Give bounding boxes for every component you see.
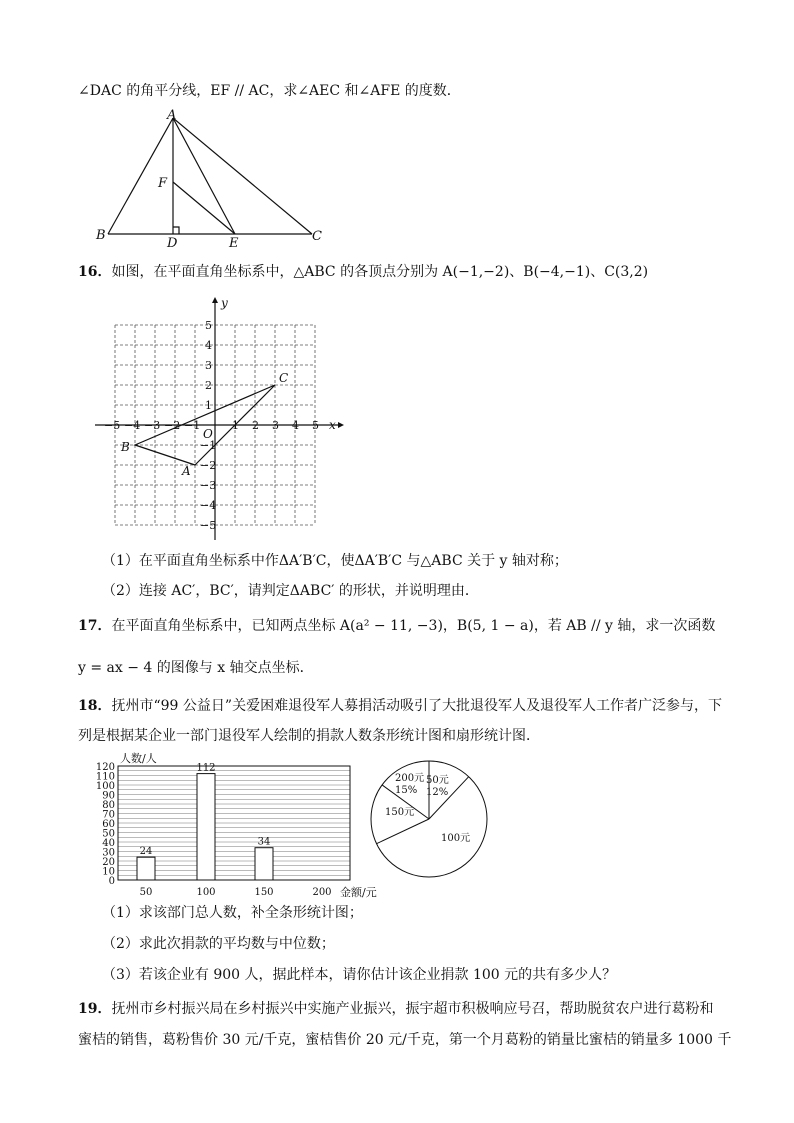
q18-line1	[78, 696, 722, 716]
bar-data-label: 24	[139, 846, 153, 858]
x-tick-label: 100	[196, 887, 216, 898]
y-tick-label: 100	[95, 781, 115, 792]
y-tick-label: −5	[200, 519, 217, 532]
y-tick-label: 4	[205, 339, 212, 352]
y-tick-label: 1	[205, 399, 212, 412]
x-tick-label: 4	[292, 419, 299, 432]
bar-data-label: 112	[196, 762, 216, 774]
q17-line2: y = ax − 4 的图像与 x 轴交点坐标．	[78, 660, 314, 676]
x-tick-label: −1	[184, 419, 201, 432]
y-tick-label: 30	[102, 847, 115, 859]
q15-triangle-figure	[90, 108, 330, 251]
q18-bar-chart	[88, 750, 377, 900]
y-axis-label: y	[221, 296, 228, 310]
q19-line2: 蜜桔的销售，葛粉售价 30 元/千克，蜜桔售价 20 元/千克，第一个月葛粉的销量比蜜桔的销量多 1000 千	[78, 1032, 732, 1048]
x-tick-label: 2	[252, 419, 259, 432]
q18-pie-chart	[368, 758, 490, 880]
x-tick-label: 3	[272, 419, 279, 432]
q15-text: ∠DAC 的角平分线，EF // AC，求∠AEC 和∠AFE 的度数．	[78, 83, 461, 99]
label-f: F	[158, 176, 168, 191]
y-tick-label: 5	[205, 319, 212, 332]
q18-sub2: （2）求此次捐款的平均数与中位数；	[102, 936, 335, 952]
x-tick-label: 50	[139, 887, 153, 898]
pie-percent-200元: 15%	[395, 785, 418, 796]
y-tick-label: 10	[102, 866, 115, 878]
y-axis-arrow	[212, 297, 218, 303]
q16-number: 16．	[78, 264, 112, 280]
label-e: E	[229, 236, 239, 251]
q16-sub1: （1）在平面直角坐标系中作ΔA′B′C，使ΔA′B′C 与△ABC 关于 y 轴对称；	[102, 553, 568, 569]
bar-150	[255, 848, 273, 880]
x-tick-label: −5	[104, 419, 121, 432]
q18-line2: 列是根据某企业一部门退役军人绘制的捐款人数条形统计图和扇形统计图．	[78, 728, 540, 744]
x-tick-label: 200	[312, 887, 332, 898]
y-tick-label: 20	[102, 857, 115, 868]
bisector-ae	[173, 118, 235, 234]
side-ac	[173, 118, 312, 234]
q17-line1-text: 在平面直角坐标系中，已知两点坐标 A(a² − 11, −3)，B(5, 1 − a)，若 AB // y 轴，求一次函数	[111, 618, 716, 634]
label-d: D	[167, 236, 178, 251]
y-tick-label: 2	[205, 379, 212, 392]
y-tick-label: 120	[95, 762, 115, 773]
y-tick-label: −1	[200, 439, 217, 452]
label-b: B	[96, 228, 106, 243]
segment-fe	[173, 182, 235, 234]
y-tick-label: 60	[102, 819, 115, 830]
q19-line1-text: 抚州市乡村振兴局在乡村振兴中实施产业振兴，振宇超市积极响应号召，帮助脱贫农户进行葛粉和	[111, 1001, 714, 1017]
x-axis-label: x	[329, 418, 336, 432]
q18-line1-text: 抚州市“99 公益日”关爱困难退役军人募捐活动吸引了大批退役军人及退役军人工作者广泛参与，下	[111, 698, 723, 714]
bar-100	[197, 774, 215, 880]
pie-label-150元: 150元	[385, 807, 415, 818]
y-tick-label: −4	[200, 499, 217, 512]
q16-coordinate-plane	[90, 295, 350, 545]
y-tick-label: 3	[205, 359, 212, 372]
pie-label-200元: 200元	[395, 773, 425, 784]
label-a: A	[167, 108, 177, 123]
right-angle-mark	[173, 227, 179, 234]
x-tick-label: −3	[144, 419, 161, 432]
y-tick-label: −3	[200, 479, 217, 492]
x-tick-label: 150	[254, 887, 274, 898]
bar-x-axis-label: 金额/元	[340, 886, 377, 899]
x-axis-arrow	[338, 422, 344, 428]
y-tick-label: 0	[108, 876, 115, 887]
q16-stem-text: 如图，在平面直角坐标系中，△ABC 的各顶点分别为 A(−1,−2)、B(−4,−1)、C(3,2)	[111, 264, 649, 280]
y-tick-label: −2	[200, 459, 217, 472]
vertex-label-a: A	[182, 464, 191, 478]
pie-label-100元: 100元	[441, 833, 471, 844]
q18-sub3: （3）若该企业有 900 人，据此样本，请你估计该企业捐款 100 元的共有多少人？	[102, 967, 617, 983]
y-tick-label: 80	[102, 800, 115, 811]
origin-label: O	[203, 427, 213, 441]
x-tick-label: 5	[312, 419, 319, 432]
x-tick-label: −4	[124, 419, 141, 432]
y-tick-label: 50	[102, 828, 115, 840]
q17-line1	[78, 616, 715, 636]
x-tick-label: 1	[232, 419, 239, 432]
vertex-label-c: C	[279, 371, 289, 385]
q18-sub1: （1）求该部门总人数，补全条形统计图；	[102, 905, 363, 921]
pie-label-50元: 50元	[426, 775, 449, 786]
x-tick-label: −2	[164, 419, 181, 432]
q18-number: 18．	[78, 698, 112, 714]
pie-percent-50元: 12%	[426, 787, 449, 798]
bar-data-label: 34	[257, 836, 271, 848]
y-tick-label: 70	[102, 809, 115, 821]
vertex-label-b: B	[121, 440, 130, 454]
q19-line1	[78, 999, 713, 1019]
y-tick-label: 110	[95, 771, 115, 783]
q16-stem	[78, 262, 648, 282]
q19-number: 19．	[78, 1001, 112, 1017]
y-tick-label: 40	[102, 838, 115, 849]
bar-y-axis-label: 人数/人	[120, 752, 157, 765]
label-c: C	[312, 229, 322, 244]
y-tick-label: 90	[102, 790, 115, 802]
q17-number: 17．	[78, 618, 112, 634]
q16-sub2: （2）连接 AC′，BC′，请判定ΔABC′ 的形状，并说明理由．	[102, 583, 479, 599]
bar-50	[137, 857, 155, 880]
